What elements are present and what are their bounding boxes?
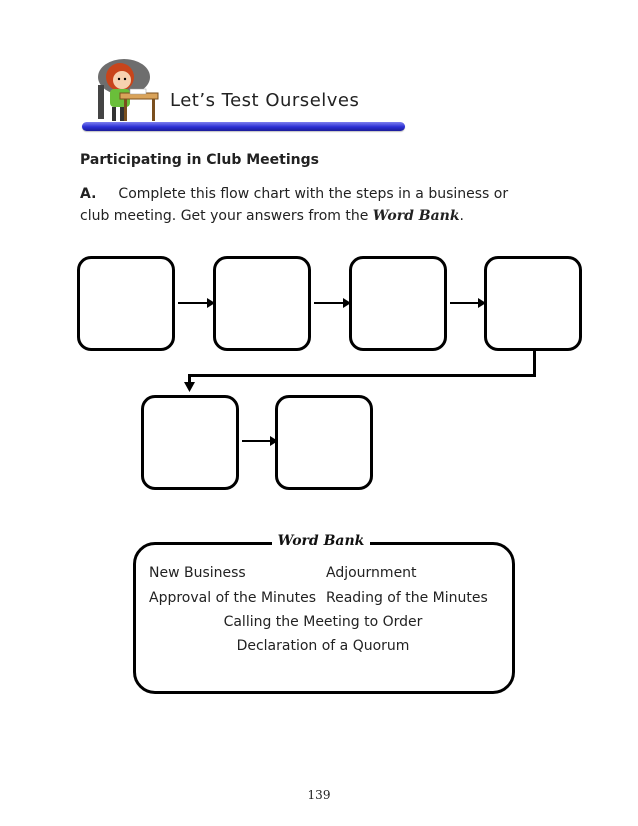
flow-connector-horizontal (188, 374, 536, 377)
flow-connector-arrowhead (184, 382, 195, 393)
flow-box-6[interactable] (275, 395, 373, 490)
flow-box-1[interactable] (77, 256, 175, 351)
flow-connector-vertical-down (533, 351, 536, 376)
word-bank-term: Approval of the Minutes (149, 590, 317, 606)
word-bank-term: Declaration of a Quorum (236, 638, 410, 654)
page-title: Let’s Test Ourselves (170, 90, 360, 111)
flow-arrow-1 (178, 302, 208, 304)
flow-arrow-2 (314, 302, 344, 304)
word-bank-reference: Word Bank (372, 208, 460, 224)
instruction-end: . (459, 208, 464, 224)
flow-box-5[interactable] (141, 395, 239, 490)
flow-box-4[interactable] (484, 256, 582, 351)
instruction-paragraph (80, 183, 540, 227)
word-bank-term: Reading of the Minutes (326, 590, 488, 606)
instruction-text: Complete this flow chart with the steps in a business or club meeting. Get your answers from the (80, 186, 509, 224)
word-bank-term: New Business (149, 565, 246, 581)
word-bank-term: Calling the Meeting to Order (223, 614, 423, 630)
flow-arrow-3 (450, 302, 479, 304)
page-number: 139 (307, 788, 331, 802)
flow-box-2[interactable] (213, 256, 311, 351)
student-at-desk-icon (92, 55, 162, 125)
section-heading: Participating in Club Meetings (80, 152, 319, 168)
word-bank-term: Adjournment (326, 565, 417, 581)
flow-arrow-4 (242, 440, 271, 442)
question-marker: A. (80, 186, 97, 202)
flow-box-3[interactable] (349, 256, 447, 351)
word-bank-title: Word Bank (272, 529, 370, 553)
title-underline-bar (82, 122, 405, 131)
